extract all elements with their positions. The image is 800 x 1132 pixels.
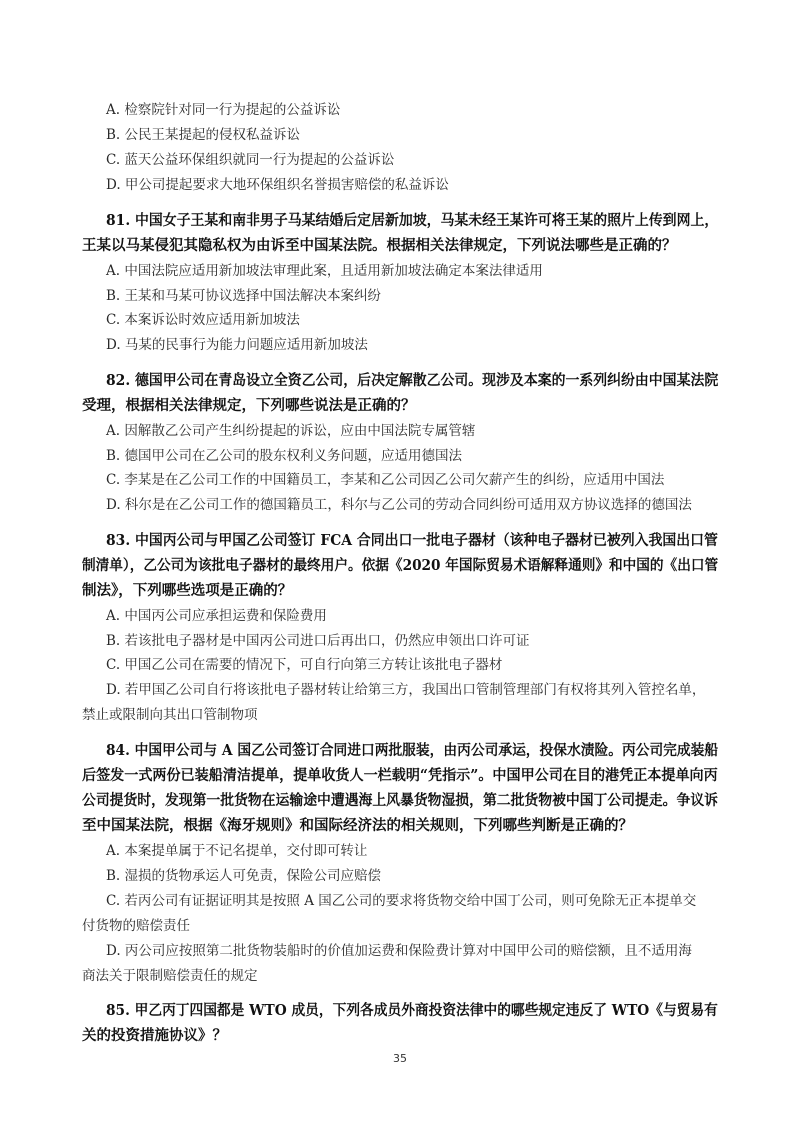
- q80-option-d: D. 甲公司提起要求大地环保组织名誉损害赔偿的私益诉讼: [106, 177, 449, 193]
- q84-option-c-line-1: C. 若丙公司有证据证明其是按照 A 国乙公司的要求将货物交给中国丁公司，则可免除无正本提单交: [106, 893, 697, 909]
- q84-question-line-4: 至中国某法院，根据《海牙规则》和国际经济法的相关规则，下列哪些判断是正确的？: [82, 817, 633, 834]
- q84-question-line-2: 后签发一式两份已装船清洁提单，提单收货人一栏载明“凭指示”。中国甲公司在目的港凭正本提单向丙: [82, 767, 718, 784]
- q83-question-line-3: 制法》，下列哪些选项是正确的？: [82, 582, 293, 599]
- q85-question-line-1: 85. 甲乙丙丁四国都是 WTO 成员，下列各成员外商投资法律中的哪些规定违反了 WTO《与贸易有: [106, 1002, 718, 1019]
- q81-option-a: A. 中国法院应适用新加坡法审理此案，且适用新加坡法确定本案法律适用: [106, 263, 543, 279]
- q80-option-c: C. 蓝天公益环保组织就同一行为提起的公益诉讼: [106, 152, 395, 168]
- q84-option-a: A. 本案提单属于不记名提单，交付即可转让: [106, 843, 368, 859]
- q83-option-a: A. 中国丙公司应承担运费和保险费用: [106, 608, 327, 624]
- q83-option-c: C. 甲国乙公司在需要的情况下，可自行向第三方转让该批电子器材: [106, 657, 503, 673]
- q82-option-d: D. 科尔是在乙公司工作的德国籍员工，科尔与乙公司的劳动合同纠纷可适用双方协议选择的德国法: [106, 497, 692, 513]
- q83-question-line-2: 制清单），乙公司为该批电子器材的最终用户。依据《2020 年国际贸易术语解释通则》和中国的《出口管: [82, 557, 719, 574]
- q83-option-d-line-2: 禁止或限制向其出口管制物项: [82, 707, 258, 723]
- q82-option-a: A. 因解散乙公司产生纠纷提起的诉讼，应由中国法院专属管辖: [106, 423, 476, 439]
- q81-option-b: B. 王某和马某可协议选择中国法解决本案纠纷: [106, 288, 382, 304]
- q82-option-c: C. 李某是在乙公司工作的中国籍员工，李某和乙公司因乙公司欠薪产生的纠纷，应适用中国法: [106, 472, 665, 488]
- q81-option-c: C. 本案诉讼时效应适用新加坡法: [106, 312, 300, 328]
- q81-question-line-2: 王某以马某侵犯其隐私权为由诉至中国某法院。根据相关法律规定，下列说法哪些是正确的？: [82, 237, 677, 254]
- q81-question-line-1: 81. 中国女子王某和南非男子马某结婚后定居新加坡，马某未经王某许可将王某的照片上传到网上，: [106, 212, 719, 229]
- q83-option-b: B. 若该批电子器材是中国丙公司进口后再出口，仍然应申领出口许可证: [106, 633, 530, 649]
- q84-option-c-line-2: 付货物的赔偿责任: [82, 918, 190, 934]
- q85-question-line-2: 关的投资措施协议》？: [82, 1027, 227, 1044]
- q80-option-a: A. 检察院针对同一行为提起的公益诉讼: [106, 102, 341, 118]
- q84-option-d-line-2: 商法关于限制赔偿责任的规定: [82, 968, 258, 984]
- q84-question-line-3: 公司提货时，发现第一批货物在运输途中遭遇海上风暴货物湿损，第二批货物被中国丁公司提走。争议诉: [82, 792, 718, 809]
- q84-option-d-line-1: D. 丙公司应按照第二批货物装船时的价值加运费和保险费计算对中国甲公司的赔偿额，且不适用海: [106, 943, 692, 959]
- q81-option-d: D. 马某的民事行为能力问题应适用新加坡法: [106, 337, 368, 353]
- q84-question-line-1: 84. 中国甲公司与 A 国乙公司签订合同进口两批服装，由丙公司承运，投保水渍险。丙公司完成装船: [106, 742, 719, 759]
- q83-option-d-line-1: D. 若甲国乙公司自行将该批电子器材转让给第三方，我国出口管制管理部门有权将其列入管控名单，: [106, 682, 706, 698]
- q82-question-line-1: 82. 德国甲公司在青岛设立全资乙公司，后决定解散乙公司。现涉及本案的一系列纠纷由中国某法院: [106, 372, 719, 389]
- page-number: 35: [393, 1052, 407, 1065]
- q82-question-line-2: 受理，根据相关法律规定，下列哪些说法是正确的？: [82, 397, 416, 414]
- q83-question-line-1: 83. 中国丙公司与甲国乙公司签订 FCA 合同出口一批电子器材（该种电子器材已被列入我国出口管: [106, 532, 718, 549]
- q82-option-b: B. 德国甲公司在乙公司的股东权利义务问题，应适用德国法: [106, 448, 463, 464]
- q84-option-b: B. 湿损的货物承运人可免责，保险公司应赔偿: [106, 868, 382, 884]
- q80-option-b: B. 公民王某提起的侵权私益诉讼: [106, 127, 301, 143]
